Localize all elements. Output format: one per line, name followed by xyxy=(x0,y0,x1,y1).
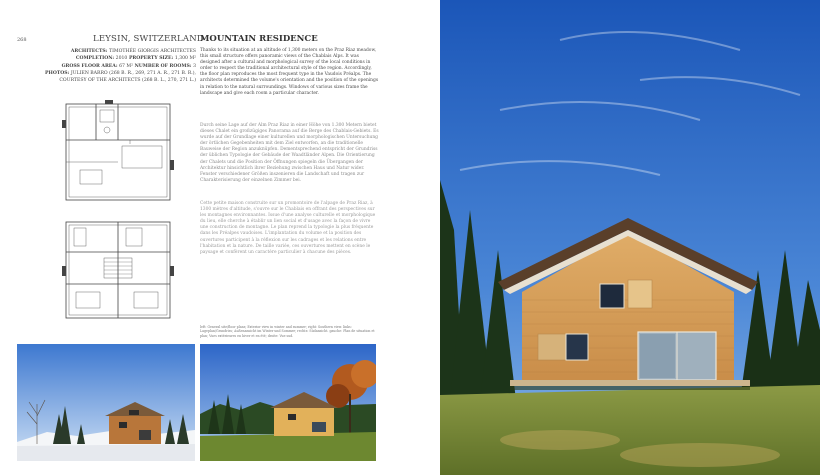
southern-view-photo xyxy=(440,0,820,475)
floor-plan-lower xyxy=(60,218,180,324)
project-credits xyxy=(20,48,196,84)
credits-floor-area: GROSS FLOOR AREA: 67 M² NUMBER OF ROOMS: 3 xyxy=(61,63,196,69)
right-page xyxy=(440,0,820,475)
credits-photos: PHOTOS: JULIEN BARRO (268 B. R., 269, 271 A. R., 271 B. R.), xyxy=(45,70,196,76)
description-french: Cette petite maison construite sur un promontoire de l'alpage de Praz Riaz, à 1300 mètres d'altitude, s'ouvre sur le Chablais en offrant des perspectives sur les montagnes environnantes. Issue d'une analyse culturelle et morphologique du lieu, elle cherche à établir un lien social et d'usage avec la façon de vivre une construction de montagne. Le plan reprend la typologie la plus fréquente dans les Préalpes vaudoises. L'implantation du volume et la position des ouvertures participent à la réflexion sur les cadrages et les relations entre l'habitation et la nature. De taille variée, ces ouvertures mettent en scène le paysage et confèrent un caractère particulier à chacune des pièces. xyxy=(200,201,376,255)
credits-completion: COMPLETION: 2010 PROPERTY SIZE: 1,300 M² xyxy=(75,56,196,62)
floor-plan-upper xyxy=(60,100,180,204)
description-german: Durch seine Lage auf der Alm Praz Riaz in einer Höhe von 1.300 Metern bietet dieses Chalet ein großzügiges Panorama auf die Berge des Chablais-Gebiets. Es wurde auf der Grundlage einer kulturellen und morphologischen Untersuchung der örtlichen Gegebenheiten mit dem Ziel entworfen, an die traditionelle Bauweise der Region anzuknüpfen. Dementsprechend entspricht der Grundriss der üblichen Typologie der Gebäude der Waadtländer Alpen. Die Orientierung der Chalets und die Position der Öffnungen spiegeln die Übergangen der Architektur hinsichtlich ihrer Beziehung zwischen Haus und Natur wider. Fenster verschiedener Größen inszenieren die Landschaft und tragen zur Charakterisierung der einzelnen Zimmer bei. xyxy=(200,123,379,183)
credits-photos-courtesy: COURTESY OF THE ARCHITECTS (268 B. L., 270, 271 L.) xyxy=(59,78,196,84)
winter-exterior-photo xyxy=(17,344,195,461)
summer-exterior-photo xyxy=(200,344,376,461)
project-title: MOUNTAIN RESIDENCE xyxy=(200,34,318,44)
project-location: LEYSIN, SWITZERLAND xyxy=(93,34,204,44)
description-english: Thanks to its situation at an altitude of 1,300 meters on the Praz Riaz meadow, this small structure offers panoramic views of the Chablais Alps. It was designed after a cultural and morphological survey of the local conditions in order to respect the traditional architectural style of the region. Accordingly, the floor plan reproduces the most frequent type in the Vaudois Préalps. The architects determined the volume's orientation and the position of the openings in relation to the natural surroundings. Windows of various sizes frame the landscape and give each room a particular character. xyxy=(200,48,379,96)
page-number: 268 xyxy=(17,37,27,43)
figure-caption: left: General site/floor plans; Exterior view in winter and summer; right: Southern view. links: Lageplan/Grundriss; Außenansicht im Winter und Sommer; rechts: Südansicht. gauche: Plan de situation et plan; Vues extérieures en hiver et en été; droite: Vue sud. xyxy=(200,325,375,338)
credits-architects: ARCHITECTS: TIMOTHÉE GIORGIS ARCHITECTES xyxy=(70,49,196,54)
